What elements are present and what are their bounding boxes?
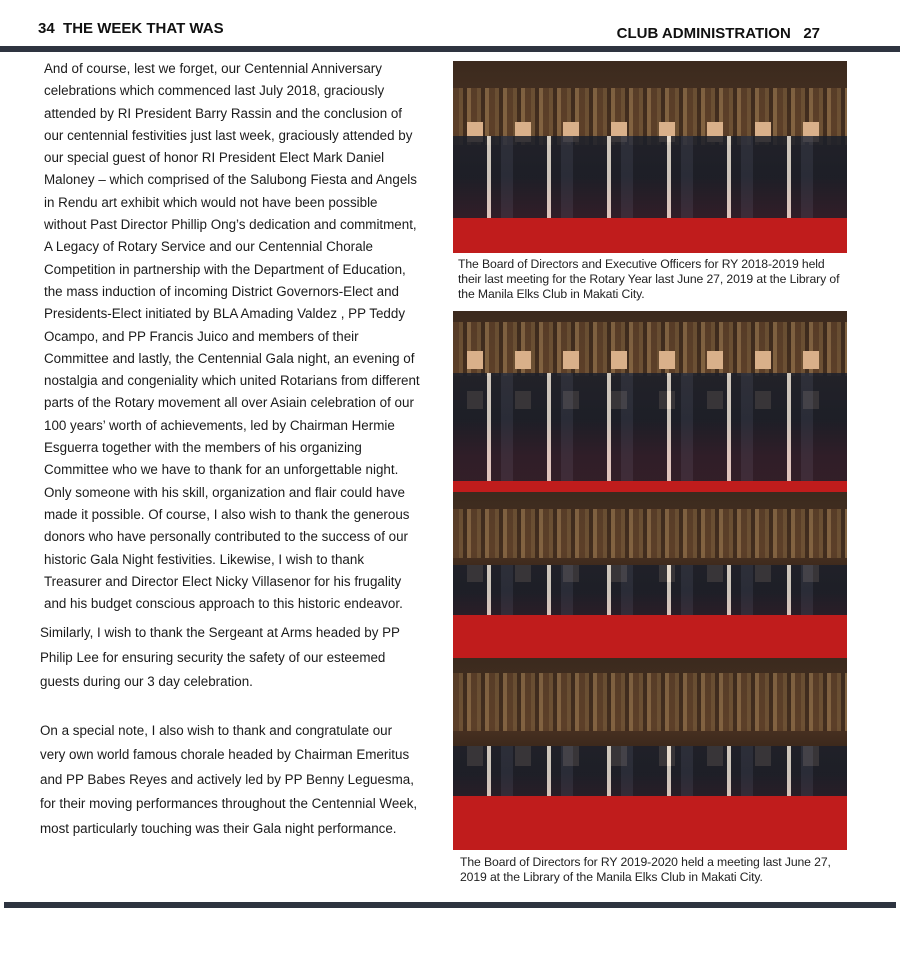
article-paragraph: And of course, lest we forget, our Centennial Anniversary celebrations which commenced last July 2018, graciously attended by RI President Barry Rassin and the conclusion of our centennial festivities just last week, graciously attended by our special guest of honor RI President Elect Mark Daniel Maloney – which comprised of the Salubong Fiesta and Angels in Rendu art exhibit which would not have been possible without Past Director Phillip Ong’s dedication and commitment, A Legacy of Rotary Service and our Centennial Chorale Competition in partnership with the Department of Education, the mass induction of incoming District Governors-Elect and Presidents-Elect initiated by BLA Amading Valdez , PP Teddy Ocampo, and PP Francis Juico and members of their Committee and lastly, the Centennial Gala night, an evening of nostalgia and congeniality which united Rotarians from different parts of the Rotary movement all over Asiain celebration of our 100 years’ worth of achievements, led by Chairman Hermie Esguerra together with the members of his organizing Committee who we have to thank for an unforgettable night. Only someone with his skill, organization and flair could have made it possible. Of course, I also wish to thank the generous donors who have personally contributed to the success of our historic Gala Night festivities. Likewise, I wish to thank Treasurer and Director Elect Nicky Villasenor for his frugality and his budget conscious approach to this historic endeavor. xyxy=(44,61,420,612)
article-paragraph: On a special note, I also wish to thank and congratulate our very own world famous chorale headed by Chairman Emeritus and PP Babes Reyes and actively led by PP Benny Leguesma, for their moving performances throughout the Centennial Week, most particularly touching was their Gala night performance. xyxy=(40,722,418,836)
section-title-right: CLUB ADMINISTRATION xyxy=(616,25,791,42)
article-column xyxy=(40,58,420,841)
article-paragraph: Similarly, I wish to thank the Sergeant at Arms headed by PP Philip Lee for ensuring security the safety of our esteemed guests during our 3 day celebration. xyxy=(40,625,400,690)
page-number-right: 27 xyxy=(803,25,820,42)
photo-caption: The Board of Directors and Executive Officers for RY 2018-2019 held their last meeting for the Rotary Year last June 27, 2019 at the Library of the Manila Elks Club in Makati City. xyxy=(458,257,840,301)
photo-caption: The Board of Directors for RY 2019-2020 held a meeting last June 27, 2019 at the Library of the Manila Elks Club in Makati City. xyxy=(460,855,831,884)
photo-board-meeting-library xyxy=(453,658,847,850)
bottom-rule xyxy=(4,902,896,908)
top-rule xyxy=(0,46,900,52)
running-header-right xyxy=(617,25,820,42)
photo-board-2019-2020-group xyxy=(453,311,847,492)
running-header-left xyxy=(38,20,224,37)
photo-board-2018-2019 xyxy=(453,61,847,253)
photo-board-meeting-table xyxy=(453,492,847,658)
section-title-left: THE WEEK THAT WAS xyxy=(63,20,224,37)
page-number-left: 34 xyxy=(38,20,55,37)
